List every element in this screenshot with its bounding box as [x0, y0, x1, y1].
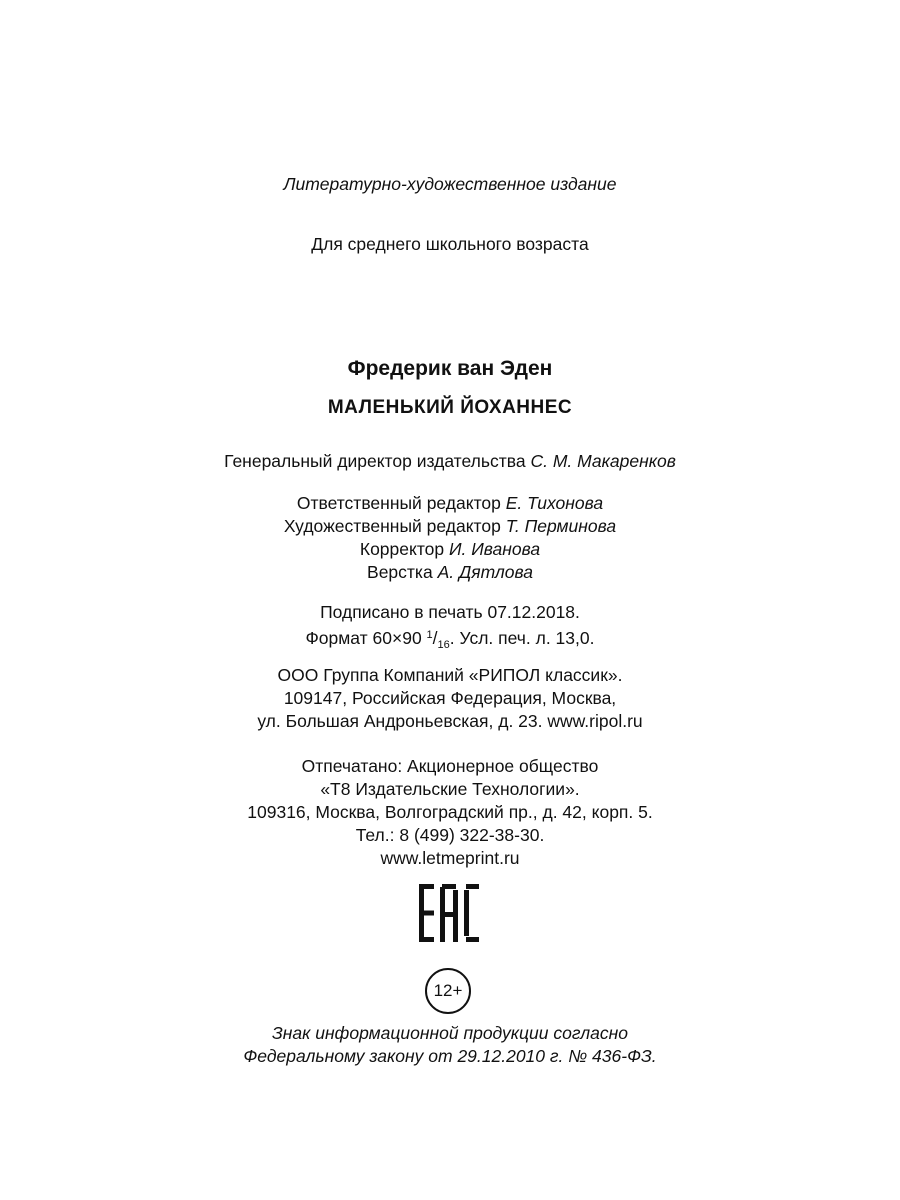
- book-title: МАЛЕНЬКИЙ ЙОХАННЕС: [327, 397, 573, 418]
- age-group: Для среднего школьного возраста: [311, 234, 589, 254]
- legal-note-line-2: Федеральному закону от 29.12.2010 г. № 436-ФЗ.: [243, 1046, 657, 1066]
- legal-note-line-1: Знак информационной продукции согласно: [271, 1023, 628, 1043]
- format-prefix: Формат 60×90: [305, 628, 427, 648]
- format-slash: /: [432, 628, 438, 648]
- format-suffix: . Усл. печ. л. 13,0.: [449, 628, 595, 648]
- printer-line-3: 109316, Москва, Волгоградский пр., д. 42, корп. 5.: [247, 802, 653, 822]
- publisher-line-3: ул. Большая Андроньевская, д. 23. www.ripol.ru: [257, 711, 643, 731]
- eac-mark-icon: [419, 884, 479, 942]
- printer-line-4: Тел.: 8 (499) 322-38-30.: [355, 825, 545, 845]
- art-editor-line: [0, 515, 900, 537]
- editor-name: Е. Тихонова: [505, 493, 604, 513]
- format-line: [0, 624, 900, 656]
- publisher-line-1: ООО Группа Компаний «РИПОЛ классик».: [277, 665, 623, 685]
- layout-line: [0, 561, 900, 583]
- printer-line-1: Отпечатано: Акционерное общество: [301, 756, 599, 776]
- printer-line-2: «Т8 Издательские Технологии».: [320, 779, 580, 799]
- director-role: Генеральный директор издательства: [224, 451, 526, 471]
- proofreader-role: Корректор: [359, 539, 445, 559]
- edition-type: Литературно-художественное издание: [283, 174, 617, 194]
- author-name: Фредерик ван Эден: [347, 357, 553, 380]
- art-editor-role: Художественный редактор: [283, 516, 501, 536]
- art-editor-name: Т. Перминова: [505, 516, 617, 536]
- director-name: С. М. Макаренков: [530, 451, 676, 471]
- format-denominator: 16: [437, 639, 450, 651]
- age-rating-badge: 12+: [425, 968, 471, 1014]
- printer-line-5: www.letmeprint.ru: [380, 848, 520, 868]
- director-line: [0, 450, 900, 472]
- editor-line: [0, 492, 900, 514]
- proofreader-line: [0, 538, 900, 560]
- layout-role: Верстка: [367, 562, 433, 582]
- proofreader-name: И. Иванова: [449, 539, 541, 559]
- format-numerator: 1: [426, 629, 433, 641]
- layout-name: А. Дятлова: [437, 562, 533, 582]
- signed-date: Подписано в печать 07.12.2018.: [320, 602, 580, 622]
- editor-role: Ответственный редактор: [296, 493, 501, 513]
- publisher-line-2: 109147, Российская Федерация, Москва,: [283, 688, 617, 708]
